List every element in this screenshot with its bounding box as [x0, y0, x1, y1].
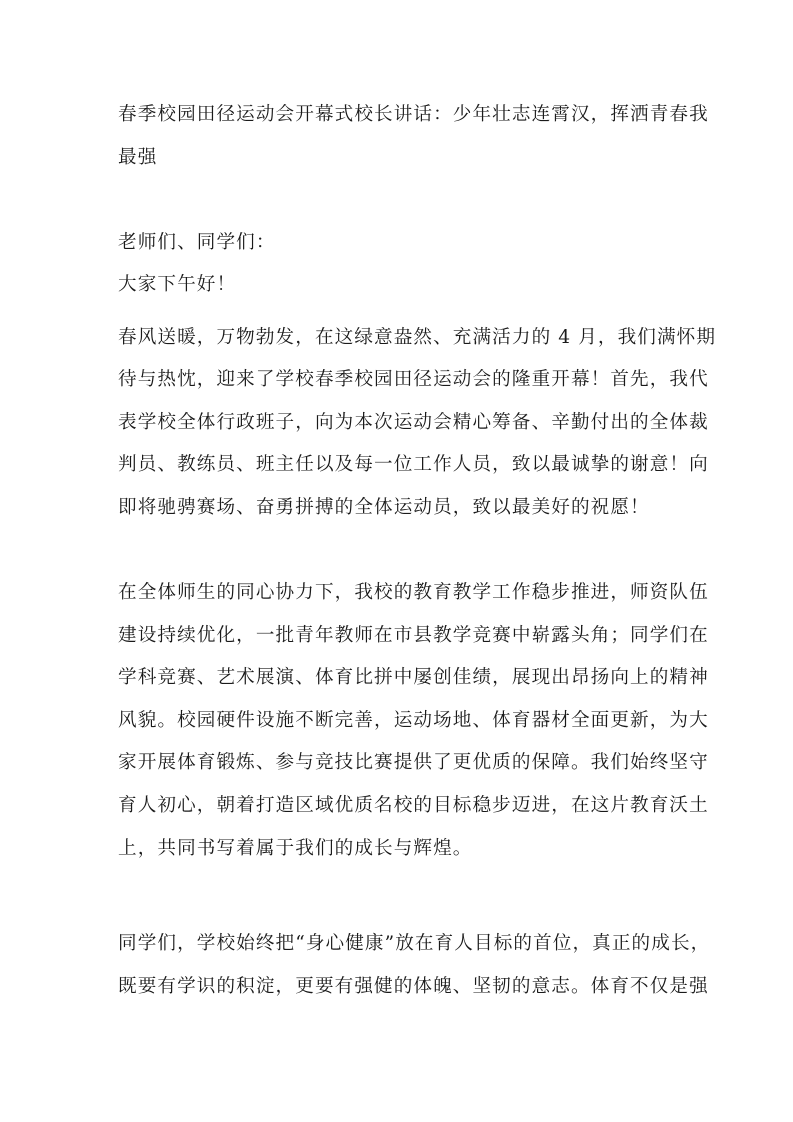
paragraph-line: 家开展体育锻炼、参与竞技比赛提供了更优质的保障。我们始终坚守 — [118, 752, 709, 773]
document-title-line-2: 最强 — [118, 147, 158, 168]
paragraph-line: 上，共同书写着属于我们的成长与辉煌。 — [118, 838, 473, 859]
paragraph-line: 建设持续优化，一批青年教师在市县教学竞赛中崭露头角；同学们在 — [118, 625, 709, 646]
salutation: 老师们、同学们： — [118, 232, 276, 253]
paragraph-line: 表学校全体行政班子，向为本次运动会精心筹备、辛勤付出的全体裁 — [118, 412, 709, 433]
paragraph-line: 同学们，学校始终把“身心健康”放在育人目标的首位，真正的成长， — [118, 933, 711, 954]
greeting: 大家下午好！ — [118, 274, 237, 295]
paragraph-line: 待与热忱，迎来了学校春季校园田径运动会的隆重开幕！首先，我代 — [118, 369, 709, 390]
paragraph-line: 学科竞赛、艺术展演、体育比拼中屡创佳绩，展现出昂扬向上的精神 — [118, 667, 709, 688]
paragraph-line: 既要有学识的积淀，更要有强健的体魄、坚韧的意志。体育不仅是强 — [118, 976, 709, 997]
paragraph-line: 春风送暖，万物勃发，在这绿意盎然、充满活力的 4 月，我们满怀期 — [118, 327, 717, 348]
paragraph-line: 即将驰骋赛场、奋勇拼搏的全体运动员，致以最美好的祝愿！ — [118, 497, 650, 518]
document-title-line-1: 春季校园田径运动会开幕式校长讲话：少年壮志连霄汉，挥洒青春我 — [118, 104, 709, 125]
paragraph-line: 风貌。校园硬件设施不断完善，运动场地、体育器材全面更新，为大 — [118, 710, 709, 731]
paragraph-line: 在全体师生的同心协力下，我校的教育教学工作稳步推进，师资队伍 — [118, 582, 709, 603]
paragraph-line: 判员、教练员、班主任以及每一位工作人员，致以最诚挚的谢意！向 — [118, 454, 709, 475]
paragraph-line: 育人初心，朝着打造区域优质名校的目标稳步迈进，在这片教育沃土 — [118, 795, 709, 816]
